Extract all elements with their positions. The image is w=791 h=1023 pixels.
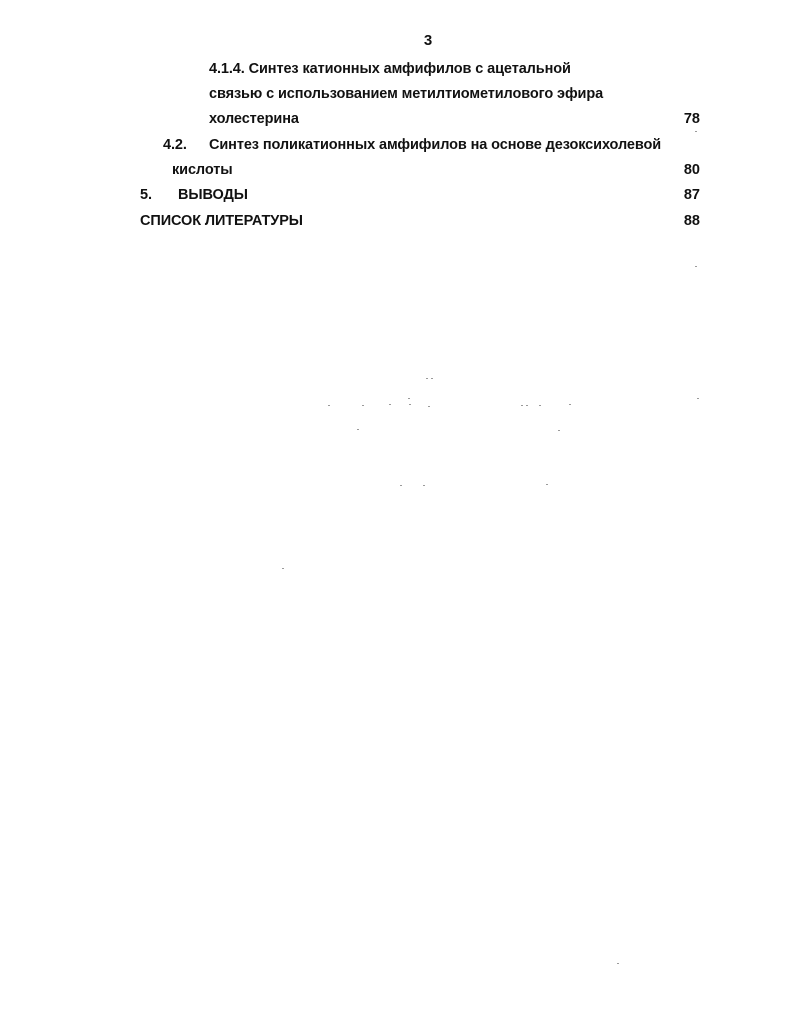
scan-speck — [526, 405, 528, 406]
toc-entry-4-2-number: 4.2. — [163, 137, 187, 153]
scan-speck — [428, 406, 430, 407]
toc-entry-5-number: 5. — [140, 187, 152, 203]
toc-entry-bibliography-page: 88 — [683, 213, 700, 229]
toc-entry-4-2-line-1: Синтез поликатионных амфифилов на основе дезоксихолевой — [209, 137, 662, 153]
page-number: 3 — [423, 32, 433, 49]
scan-speck — [408, 398, 410, 399]
toc-entry-4-1-4-page: 78 — [683, 111, 700, 127]
toc-entry-4-1-4-line-1: 4.1.4. Синтез катионных амфифилов с ацетальной — [209, 61, 571, 77]
scan-speck — [431, 378, 433, 379]
scan-speck — [521, 405, 523, 406]
scan-speck — [539, 405, 541, 406]
scan-speck — [569, 404, 571, 405]
scan-speck — [546, 484, 548, 485]
scan-speck — [617, 963, 619, 964]
toc-entry-4-2-line-2: кислоты — [172, 162, 233, 178]
scan-speck — [426, 378, 428, 379]
scan-speck — [389, 404, 391, 405]
toc-entry-5-page: 87 — [683, 187, 700, 203]
scan-speck — [695, 131, 697, 132]
scan-speck — [695, 266, 697, 267]
scan-speck — [328, 405, 330, 406]
toc-entry-bibliography-title: СПИСОК ЛИТЕРАТУРЫ — [140, 213, 303, 229]
scan-speck — [697, 398, 699, 399]
scan-speck — [282, 568, 284, 569]
scan-speck — [558, 430, 560, 431]
toc-entry-4-2-page: 80 — [683, 162, 700, 178]
scan-speck — [357, 429, 359, 430]
scan-speck — [362, 405, 364, 406]
scan-speck — [423, 485, 425, 486]
toc-entry-4-1-4-line-3: холестерина — [209, 111, 299, 127]
scan-speck — [400, 485, 402, 486]
toc-entry-4-1-4-line-2: связью с использованием метилтиометилового эфира — [209, 86, 604, 102]
toc-entry-5-title: ВЫВОДЫ — [178, 187, 248, 203]
scan-speck — [409, 404, 411, 405]
